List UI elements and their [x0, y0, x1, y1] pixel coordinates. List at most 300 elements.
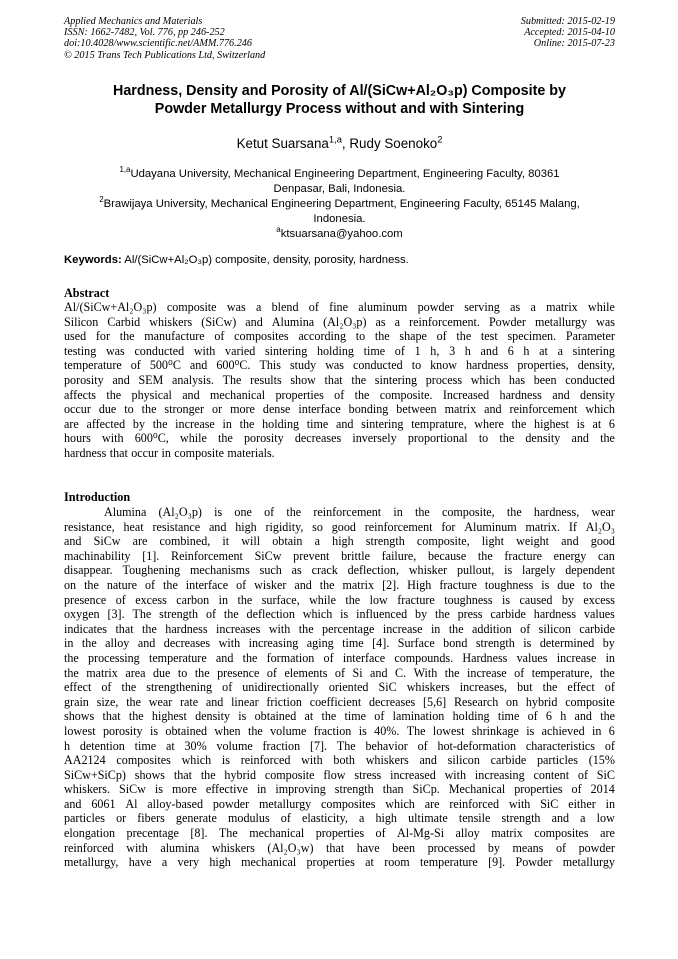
word: in — [605, 650, 615, 665]
word: means — [512, 840, 544, 855]
word: in — [256, 782, 267, 797]
word: of — [604, 680, 615, 695]
word: Al/(SiCw+Al₂O₃p) — [64, 300, 157, 314]
word: the — [194, 665, 210, 680]
word: for — [441, 519, 456, 534]
word: 500⁰C — [149, 358, 181, 373]
word: Si — [352, 665, 363, 680]
word: prevent — [293, 548, 330, 563]
word: composite — [166, 300, 217, 314]
word: in — [592, 723, 602, 738]
word: caused — [519, 592, 553, 607]
introduction-line — [64, 724, 615, 739]
word: generate — [175, 811, 217, 826]
abstract-line — [64, 431, 615, 446]
abstract-line — [64, 402, 615, 417]
word: is — [154, 782, 163, 797]
word: increasing — [474, 767, 525, 782]
word: presence — [217, 665, 260, 680]
affiliations — [64, 167, 615, 242]
word: and — [189, 358, 208, 373]
word: testing — [64, 343, 97, 358]
word: of — [520, 621, 531, 636]
word: With — [413, 665, 438, 680]
word: properties, — [517, 358, 569, 373]
word: processed — [427, 840, 476, 855]
word: Silicon — [64, 314, 99, 329]
word: show — [290, 372, 316, 387]
word: of — [334, 665, 345, 680]
word: so — [312, 519, 323, 534]
word: hours — [64, 431, 91, 446]
author-email[interactable]: ktsuarsana@yahoo.com — [280, 228, 403, 240]
word: the — [599, 665, 615, 680]
word: [4]. — [372, 636, 390, 651]
word: carbide — [490, 753, 527, 768]
word: Research — [453, 694, 499, 709]
word: the — [247, 723, 263, 738]
word: and — [552, 387, 570, 402]
word: temperature, — [531, 665, 593, 680]
word: was — [325, 358, 344, 373]
word: composite, — [416, 534, 470, 549]
word: a — [394, 314, 401, 329]
word: resistance — [152, 519, 201, 534]
word: composite — [174, 445, 224, 460]
word: 2014 — [590, 782, 615, 797]
word: mechanical — [249, 826, 305, 841]
word: and — [571, 431, 589, 446]
word: and — [561, 534, 579, 549]
word: aluminum — [358, 300, 408, 314]
word: is — [214, 505, 223, 519]
word: of — [205, 607, 217, 622]
abstract-line — [64, 344, 615, 359]
word: 6 — [507, 343, 514, 358]
word: energy — [553, 548, 587, 563]
word: the — [126, 694, 141, 709]
word: to — [124, 402, 134, 417]
word: machinability — [64, 548, 131, 563]
word: the — [106, 387, 122, 402]
word: composites — [534, 826, 589, 841]
word: carbon — [176, 592, 210, 607]
word: volume — [270, 723, 307, 738]
word: is — [238, 709, 247, 724]
word: due — [152, 665, 171, 680]
word: the — [414, 505, 430, 519]
word: particles — [537, 753, 578, 768]
word: reinforced — [240, 753, 291, 768]
word: was — [596, 314, 615, 329]
word: the — [542, 680, 558, 695]
word: study — [289, 358, 317, 373]
word: 3 — [449, 343, 456, 358]
word: of — [214, 329, 225, 344]
word: crack — [311, 563, 338, 578]
word: 40%. — [374, 723, 400, 738]
word: are — [424, 796, 440, 811]
word: SiC — [540, 796, 559, 811]
word: lowest — [432, 723, 465, 738]
word: of — [604, 738, 615, 753]
word: Mechanical — [448, 782, 506, 797]
word: alloy — [455, 826, 480, 841]
word: formation — [266, 650, 315, 665]
word: by — [561, 592, 574, 607]
word: the — [64, 650, 79, 665]
word: (Al₂O₃p) — [323, 314, 367, 329]
word: both — [333, 753, 355, 768]
introduction-line — [64, 753, 615, 768]
word: time — [344, 709, 367, 724]
word: at — [165, 738, 175, 753]
word: by — [602, 636, 615, 651]
introduction-line — [64, 578, 615, 593]
word: due — [557, 577, 575, 592]
word: in — [218, 592, 229, 607]
affiliation-2-text: Brawijaya University, Mechanical Engineering Department, Engineering Faculty, 65145 Malang, — [103, 198, 580, 210]
word: affects — [64, 387, 97, 402]
word: 30% — [184, 738, 207, 753]
word: of — [101, 680, 112, 695]
word: and — [182, 387, 200, 402]
word: the — [600, 577, 615, 592]
word: the — [506, 505, 522, 519]
word: the — [448, 621, 464, 636]
word: of — [514, 665, 525, 680]
word: that — [102, 709, 121, 724]
word: holding — [262, 416, 300, 431]
word: the — [345, 592, 361, 607]
word: of — [394, 343, 405, 358]
word: time — [497, 709, 520, 724]
word: by — [487, 840, 500, 855]
word: fine — [329, 300, 348, 314]
word: decreases — [294, 431, 342, 446]
word: hardness — [499, 387, 542, 402]
word: and — [205, 694, 224, 709]
word: because — [427, 548, 467, 563]
word: and — [137, 636, 156, 651]
word: the — [218, 431, 233, 446]
word: as — [510, 300, 521, 314]
word: is — [340, 607, 349, 622]
word: porosity — [64, 372, 104, 387]
word: the — [119, 329, 135, 344]
word: with — [268, 621, 291, 636]
word: shows — [134, 767, 166, 782]
word: that — [173, 767, 192, 782]
word: of — [375, 826, 386, 841]
word: failure, — [381, 548, 417, 563]
word: SiCw — [119, 782, 146, 797]
word: excess — [583, 592, 615, 607]
abstract-line — [64, 329, 615, 344]
word: increases — [216, 621, 261, 636]
word: increase — [556, 650, 597, 665]
word: obtained — [254, 709, 297, 724]
word: is — [502, 592, 511, 607]
word: composite. — [379, 387, 433, 402]
word: with — [301, 753, 323, 768]
word: obtained — [165, 723, 208, 738]
word: [8]. — [190, 826, 208, 841]
word: sintering — [361, 416, 404, 431]
word: in — [393, 505, 403, 519]
word: which — [470, 372, 501, 387]
word: manufacture — [144, 329, 205, 344]
word: of — [308, 300, 319, 314]
word: serving — [464, 300, 500, 314]
introduction-line — [64, 505, 615, 520]
word: hot-deformation — [437, 738, 517, 753]
word: of — [417, 738, 428, 753]
submission-dates — [521, 16, 615, 50]
word: hybrid — [224, 767, 256, 782]
word: is — [504, 563, 513, 578]
word: matrix — [342, 577, 375, 592]
word: results — [250, 372, 282, 387]
word: carbide — [579, 621, 615, 636]
word: volume — [216, 738, 253, 753]
word: fracture — [439, 577, 477, 592]
word: weight — [516, 534, 550, 549]
word: linear — [231, 694, 259, 709]
word: wisker — [254, 577, 287, 592]
journal-doi[interactable]: doi:10.4028/www.scientific.net/AMM.776.246 — [64, 38, 252, 50]
word: increased — [390, 767, 436, 782]
word: increase — [175, 416, 215, 431]
word: been — [533, 372, 557, 387]
abstract-line — [64, 358, 615, 373]
word: light — [481, 534, 504, 549]
email-line — [64, 227, 615, 242]
word: to — [355, 329, 366, 344]
word: Alumina — [271, 314, 315, 329]
word: a — [161, 855, 168, 870]
word: bonding — [348, 402, 389, 417]
word: by — [415, 607, 428, 622]
word: at — [592, 416, 602, 431]
word: SiCp. — [412, 782, 440, 797]
word: SiC — [596, 767, 615, 782]
word: have — [356, 840, 380, 855]
word: disappear. — [64, 563, 113, 578]
word: coefficient — [309, 694, 362, 709]
word: are — [600, 826, 615, 841]
introduction-line — [64, 666, 615, 681]
word: can — [598, 548, 615, 563]
word: silicon — [447, 753, 480, 768]
word: such — [259, 563, 282, 578]
introduction-line — [64, 709, 615, 724]
word: characteristics — [525, 738, 596, 753]
word: interface — [185, 577, 229, 592]
abstract-body — [64, 300, 615, 461]
word: a — [530, 300, 536, 314]
word: very — [177, 855, 200, 870]
word: high — [209, 855, 231, 870]
introduction-line — [64, 695, 615, 710]
word: a — [580, 811, 586, 826]
word: the — [298, 621, 314, 636]
word: and — [484, 402, 502, 417]
word: increase — [467, 665, 507, 680]
word: composites — [116, 753, 171, 768]
word: in — [430, 621, 441, 636]
word: been — [392, 840, 415, 855]
introduction-line — [64, 549, 615, 564]
word: metallurgy, — [64, 855, 119, 870]
word: occur — [131, 445, 159, 460]
word: was — [226, 300, 246, 314]
word: the — [84, 577, 99, 592]
word: porosity — [244, 431, 284, 446]
word: test — [480, 329, 498, 344]
word: (SiCw) — [201, 314, 237, 329]
word: density — [525, 431, 561, 446]
word: the — [121, 680, 137, 695]
email-mark: a — [276, 225, 281, 235]
word: occur — [64, 402, 91, 417]
word: the — [374, 329, 390, 344]
word: where — [474, 416, 504, 431]
word: while — [309, 592, 336, 607]
word: (Al₂O₃p) — [158, 505, 202, 519]
word: low — [596, 811, 615, 826]
word: elongation — [64, 826, 116, 841]
word: and — [370, 665, 388, 680]
word: grain — [64, 694, 89, 709]
word: high — [332, 534, 354, 549]
word: the — [237, 592, 253, 607]
online-date: Online: 2015-07-23 — [533, 38, 615, 50]
word: effect — [64, 680, 92, 695]
word: one — [234, 505, 252, 519]
word: and — [64, 796, 82, 811]
word: of — [527, 709, 538, 724]
word: affected — [86, 416, 126, 431]
word: h — [464, 343, 471, 358]
abstract-line — [64, 315, 615, 330]
word: the — [511, 416, 527, 431]
word: indicates — [64, 621, 107, 636]
word: strength — [159, 607, 199, 622]
word: stronger — [164, 402, 205, 417]
word: of — [222, 680, 233, 695]
word: the — [64, 665, 79, 680]
word: and — [551, 811, 570, 826]
word: obtain — [272, 534, 303, 549]
word: detention — [79, 738, 125, 753]
word: silicon — [538, 621, 571, 636]
word: that — [324, 372, 343, 387]
word: SiCw+SiCp) — [64, 767, 126, 782]
word: materials. — [227, 445, 275, 460]
word: fracture — [397, 592, 435, 607]
word: the — [354, 387, 370, 402]
title-line-1: Hardness, Density and Porosity of Al/(SiCw+Al₂O₃p) Composite by — [113, 83, 566, 99]
word: and — [294, 577, 312, 592]
word: is — [523, 636, 532, 651]
word: properties — [315, 826, 365, 841]
word: and — [64, 534, 82, 549]
word: to — [177, 665, 188, 680]
word: with — [102, 431, 124, 446]
abstract-line — [64, 373, 615, 388]
journal-name: Applied Mechanics and Materials — [64, 16, 203, 27]
word: whisker — [408, 563, 448, 578]
word: decreases — [163, 636, 211, 651]
word: the — [128, 709, 144, 724]
word: mechanical — [241, 855, 297, 870]
abstract-line — [64, 417, 615, 432]
introduction-line — [64, 636, 615, 651]
word: hardness — [466, 358, 509, 373]
word: modulus — [227, 811, 270, 826]
word: composite — [565, 694, 615, 709]
word: reinforcement — [313, 505, 382, 519]
word: particles — [64, 811, 105, 826]
word: The — [336, 738, 356, 753]
word: Parameter — [565, 329, 615, 344]
word: determined — [539, 636, 595, 651]
author-list — [64, 135, 615, 153]
word: presence — [64, 592, 107, 607]
word: [5,6] — [423, 694, 447, 709]
word: in — [222, 416, 232, 431]
word: lamination — [392, 709, 445, 724]
word: and — [574, 709, 592, 724]
word: elements — [284, 665, 328, 680]
word: which — [585, 402, 615, 417]
word: used — [64, 329, 87, 344]
affiliation-2-line-2: Indonesia. — [313, 213, 366, 225]
journal-issn: ISSN: 1662-7482, Vol. 776, pp 246-252 — [64, 27, 225, 39]
word: that — [326, 840, 345, 855]
word: of — [280, 811, 291, 826]
word: of — [130, 358, 141, 373]
abstract-line — [64, 300, 615, 315]
introduction-line — [64, 593, 615, 608]
word: increase — [382, 621, 423, 636]
word: analysis. — [171, 372, 214, 387]
word: high — [375, 811, 397, 826]
word: wear — [591, 505, 615, 519]
word: If — [568, 519, 577, 534]
word: achieved — [541, 723, 585, 738]
word: conducted — [565, 372, 615, 387]
word: Reinforcement — [171, 548, 243, 563]
keywords-text: Al/(SiCw+Al₂O₃p) composite, density, porosity, hardness. — [121, 254, 409, 266]
word: Toughening — [122, 563, 181, 578]
word: properties — [514, 782, 563, 797]
word: is — [576, 416, 585, 431]
journal-copyright: © 2015 Trans Tech Publications Ltd, Switzerland — [64, 49, 266, 61]
word: more — [172, 782, 197, 797]
word: values — [583, 607, 615, 622]
word: properties — [275, 387, 324, 402]
word: or — [212, 402, 223, 417]
word: is — [221, 753, 230, 768]
word: with — [444, 767, 467, 782]
word: conducted — [134, 343, 185, 358]
word: SiCw — [93, 534, 121, 549]
introduction-line — [64, 739, 615, 754]
word: lowest — [64, 723, 96, 738]
word: fracture — [504, 548, 542, 563]
